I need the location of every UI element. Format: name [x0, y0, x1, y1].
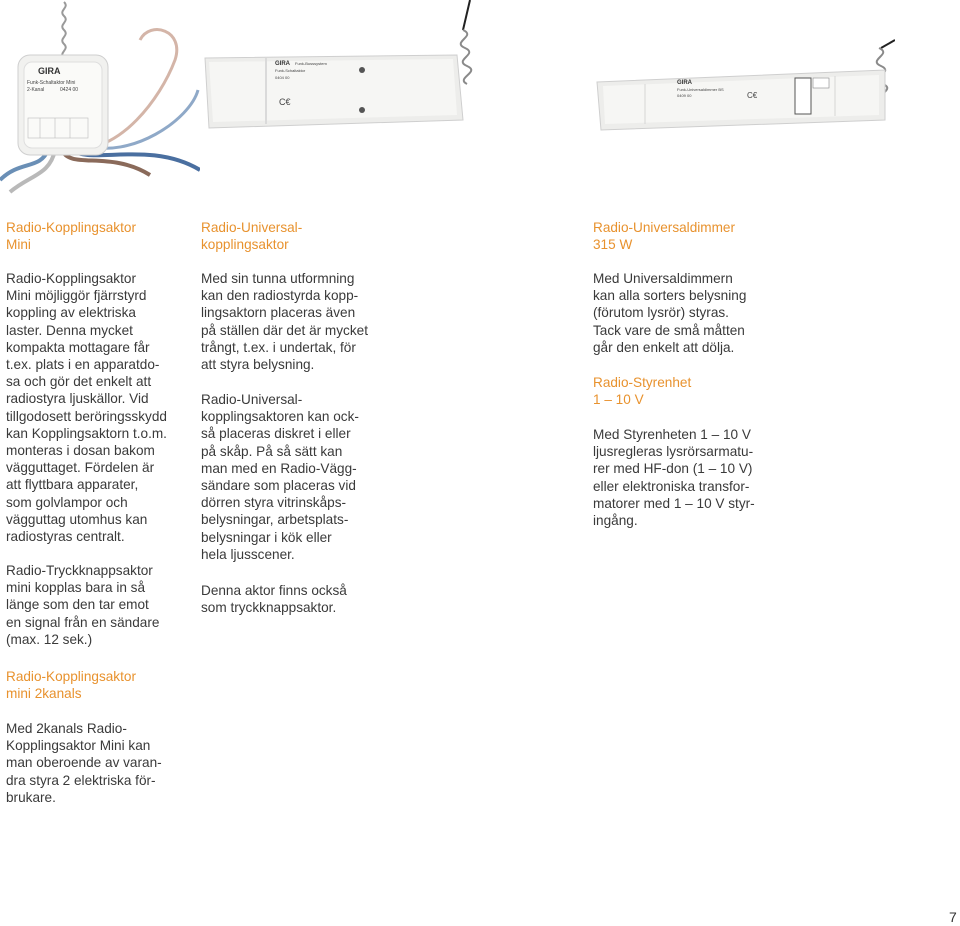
text-line: monteras i dosan bakom — [6, 443, 155, 459]
mini-description — [6, 270, 196, 545]
text-line: sändare som placeras vid — [201, 478, 356, 494]
text-line: Denna aktor finns också — [201, 583, 347, 598]
text-line: Med sin tunna utformning — [201, 271, 355, 286]
text-line: hela ljusscener. — [201, 546, 295, 562]
text-line: radiostyras centralt. — [6, 529, 125, 545]
text-line: tillgodosett beröringsskydd — [6, 408, 167, 424]
text-line: (max. 12 sek.) — [6, 631, 93, 647]
text-line: belysningar, arbetsplats- — [201, 512, 349, 528]
heading-line: Radio-Universaldimmer — [593, 220, 736, 235]
text-line: Med Styrenheten 1 – 10 V — [593, 427, 751, 442]
text-line: vägguttaget. Fördelen är — [6, 460, 155, 476]
text-line: kan den radiostyrda kopp- — [201, 288, 359, 304]
text-line: eller elektroniska transfor- — [593, 478, 750, 494]
text-line: lingsaktorn placeras även — [201, 305, 356, 321]
text-line: t.ex. plats i en apparatdo- — [6, 357, 160, 373]
heading-line: Radio-Kopplingsaktor — [6, 220, 136, 235]
universal-description-2 — [201, 391, 401, 563]
mini-heading — [6, 219, 196, 253]
text-line: som tryckknappsaktor. — [201, 600, 337, 616]
heading-line: Radio-Kopplingsaktor — [6, 669, 136, 684]
text-line: på skåp. På så sätt kan — [201, 443, 343, 459]
text-line: Kopplingsaktor Mini kan — [6, 738, 151, 754]
mini-2ch-heading — [6, 668, 196, 702]
text-line: så placeras diskret i eller — [201, 426, 351, 442]
control-unit-heading — [593, 374, 803, 408]
universal-code: 0404 00 — [275, 75, 290, 80]
heading-line: 315 W — [593, 237, 633, 252]
text-line: belysningar i kök eller — [201, 529, 332, 545]
text-line: Med Universaldimmern — [593, 271, 733, 286]
dimmer-heading — [593, 219, 803, 253]
dimmer-model: Funk-Universaldimmer BS — [677, 87, 724, 92]
text-line: att styra belysning. — [201, 357, 315, 373]
mini-brand: GIRA — [38, 66, 61, 76]
text-line: (förutom lysrör) styras. — [593, 305, 729, 321]
mini-2ch-description — [6, 720, 196, 806]
text-line: Mini möjliggör fjärrstyrd — [6, 288, 147, 304]
control-unit-description — [593, 426, 803, 529]
mini-actuator-image — [0, 0, 200, 195]
universal-description-3 — [201, 582, 401, 616]
heading-line: Radio-Universal- — [201, 220, 303, 235]
mini-variant: 2-Kanal — [27, 87, 45, 93]
text-line: sa och gör det enkelt att — [6, 374, 152, 390]
text-line: kan Kopplingsaktorn t.o.m. — [6, 425, 167, 441]
text-line: Tack vare de små måtten — [593, 322, 745, 338]
universal-actuator-image — [195, 0, 475, 135]
text-line: länge som den tar emot — [6, 597, 149, 613]
heading-line: kopplingsaktor — [201, 237, 289, 252]
text-line: koppling av elektriska — [6, 305, 136, 321]
mini-model: Funk-Schaltaktor Mini — [27, 80, 76, 86]
dimmer-description — [593, 270, 803, 356]
text-line: mini kopplas bara in så — [6, 580, 146, 596]
text-line: Med 2kanals Radio- — [6, 721, 127, 736]
text-line: laster. Denna mycket — [6, 322, 133, 338]
universal-heading — [201, 219, 401, 253]
text-line: kompakta mottagare får — [6, 339, 150, 355]
universal-model: Funk-Busssystem — [295, 61, 327, 66]
text-line: kopplingsaktoren kan ock- — [201, 409, 359, 425]
text-line: rer med HF-don (1 – 10 V) — [593, 461, 753, 477]
heading-line: mini 2kanals — [6, 686, 82, 701]
dimmer-brand: GIRA — [677, 80, 692, 86]
universal-variant: Funk-Schaltaktor — [275, 68, 306, 73]
text-line: en signal från en sändare — [6, 614, 160, 630]
text-line: Radio-Universal- — [201, 392, 303, 407]
dimmer-code: 0409 00 — [677, 93, 692, 98]
text-line: som golvlampor och — [6, 494, 128, 510]
text-line: Radio-Tryckknappsaktor — [6, 563, 153, 578]
mini-code: 0424 00 — [60, 87, 79, 93]
universal-dimmer-image — [595, 0, 895, 135]
text-line: dörren styra vitrinskåps- — [201, 495, 347, 511]
heading-line: 1 – 10 V — [593, 392, 644, 407]
text-line: Radio-Kopplingsaktor — [6, 271, 136, 286]
text-line: matorer med 1 – 10 V styr- — [593, 495, 755, 511]
text-line: dra styra 2 elektriska för- — [6, 772, 156, 788]
heading-line: Mini — [6, 237, 31, 252]
text-line: man med en Radio-Vägg- — [201, 460, 357, 476]
text-line: trångt, t.ex. i undertak, för — [201, 339, 356, 355]
text-line: radiostyra ljuskällor. Vid — [6, 391, 149, 407]
svg-text:C€: C€ — [747, 91, 758, 100]
pushbutton-description — [6, 562, 196, 648]
text-line: vägguttag utomhus kan — [6, 511, 148, 527]
text-line: man oberoende av varan- — [6, 755, 162, 771]
universal-description — [201, 270, 401, 373]
text-line: på ställen där det är mycket — [201, 322, 368, 338]
text-line: kan alla sorters belysning — [593, 288, 747, 304]
heading-line: Radio-Styrenhet — [593, 375, 692, 390]
svg-text:C€: C€ — [279, 97, 291, 107]
text-line: ljusregleras lysrörsarmatu- — [593, 444, 754, 460]
page-number: 7 — [949, 909, 957, 925]
text-line: ingång. — [593, 513, 638, 529]
universal-brand: GIRA — [275, 61, 290, 67]
text-line: går den enkelt att dölja. — [593, 339, 735, 355]
text-line: brukare. — [6, 789, 56, 805]
text-line: att flyttbara apparater, — [6, 477, 139, 493]
